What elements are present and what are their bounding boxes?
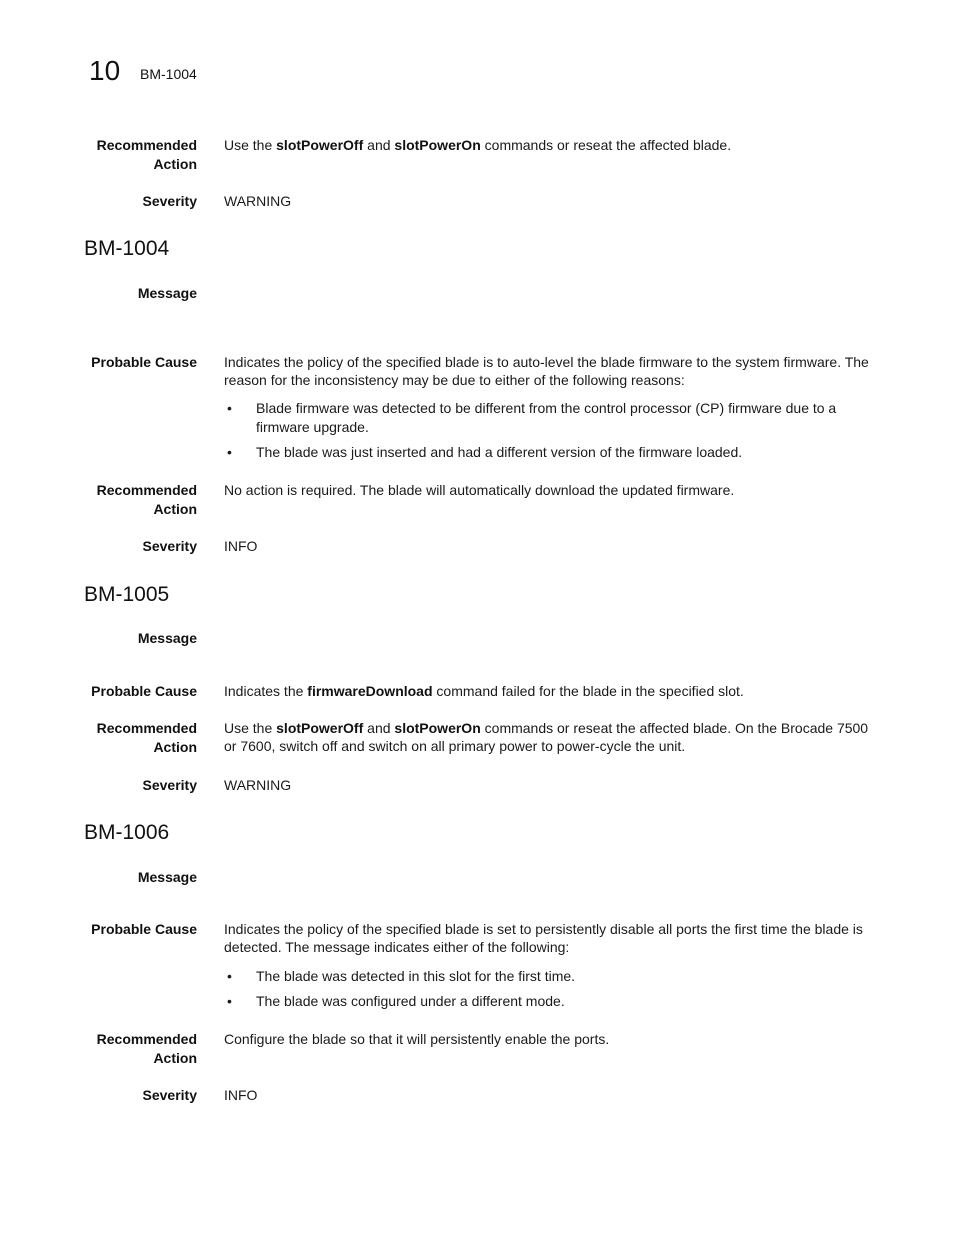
running-header: BM-1004 — [140, 66, 197, 82]
command-slotpoweron: slotPowerOn — [394, 137, 481, 153]
recommended-action-label: Recommended Action — [96, 720, 197, 755]
section-title-bm-1004: BM-1004 — [84, 237, 170, 260]
bullet-icon: • — [227, 400, 232, 416]
bullet-icon: • — [227, 444, 232, 460]
command-slotpoweroff: slotPowerOff — [276, 720, 364, 736]
message-label: Message — [137, 630, 197, 646]
command-slotpoweroff: slotPowerOff — [276, 137, 364, 153]
bullet-icon: • — [227, 968, 232, 984]
recommended-action-text: No action is required. The blade will automatically download the updated firmware. — [224, 482, 735, 498]
recommended-action-label: Recommended Action — [96, 482, 197, 517]
recommended-action-label: Recommended Action — [96, 137, 197, 172]
section-title-bm-1006: BM-1006 — [84, 821, 170, 844]
severity-value: INFO — [224, 538, 258, 554]
command-firmwaredownload: firmwareDownload — [307, 683, 433, 699]
bullet-icon: • — [227, 993, 232, 1009]
probable-cause-label: Probable Cause — [91, 921, 197, 937]
probable-cause-text: Indicates the policy of the specified blade is set to persistently disable all ports the first time the blade is detected. The message indicates either of the following: — [224, 921, 863, 955]
severity-label: Severity — [142, 193, 197, 209]
message-label: Message — [137, 869, 197, 885]
chapter-number: 10 — [89, 55, 121, 86]
severity-label: Severity — [142, 1087, 197, 1103]
probable-cause-label: Probable Cause — [91, 683, 197, 699]
command-slotpoweron: slotPowerOn — [394, 720, 481, 736]
severity-label: Severity — [142, 538, 197, 554]
recommended-action-label: Recommended Action — [96, 1031, 197, 1066]
probable-cause-text: Indicates the firmwareDownload command failed for the blade in the specified slot. — [224, 683, 744, 699]
recommended-action-text: Use the slotPowerOff and slotPowerOn commands or reseat the affected blade. On the Brocade 7500 or 7600, switch off and switch on all primary power to power-cycle the unit. — [224, 720, 869, 754]
message-label: Message — [137, 285, 197, 301]
section-title-bm-1005: BM-1005 — [84, 583, 170, 606]
severity-value: INFO — [224, 1087, 258, 1103]
recommended-action-text: Configure the blade so that it will persistently enable the ports. — [224, 1031, 610, 1047]
probable-cause-label: Probable Cause — [91, 354, 197, 370]
severity-label: Severity — [142, 777, 197, 793]
recommended-action-text: Use the slotPowerOff and slotPowerOn commands or reseat the affected blade. — [224, 137, 732, 153]
severity-value: WARNING — [224, 777, 292, 793]
probable-cause-text: Indicates the policy of the specified blade is to auto-level the blade firmware to the system firmware. The reason for the inconsistency may be due to either of the following reasons: — [224, 354, 869, 388]
severity-value: WARNING — [224, 193, 292, 209]
